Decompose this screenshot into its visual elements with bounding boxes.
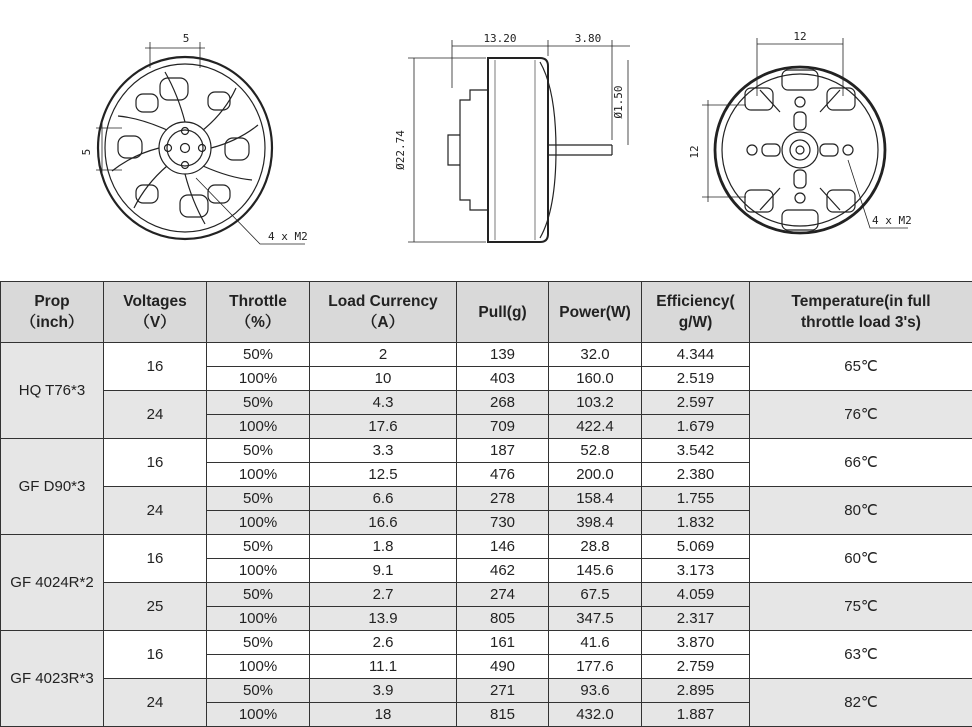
efficiency-cell: 2.317 [642,607,750,631]
throttle-cell: 50% [207,535,310,559]
table-row [1,343,972,367]
header-temperature: Temperature(in full throttle load 3's) [750,282,972,343]
power-cell: 145.6 [549,559,642,583]
efficiency-cell: 1.887 [642,703,750,727]
header-voltages: Voltages （V） [104,282,207,343]
efficiency-cell: 2.895 [642,679,750,703]
table-row [1,679,972,703]
prop-cell: GF 4023R*3 [1,631,104,727]
prop-cell: GF D90*3 [1,439,104,535]
current-cell: 2.6 [310,631,457,655]
back-left-dim: 12 [688,145,701,158]
back-view-drawing [702,38,908,233]
header-pull: Pull(g) [457,282,549,343]
power-cell: 347.5 [549,607,642,631]
pull-cell: 462 [457,559,549,583]
throttle-cell: 50% [207,439,310,463]
efficiency-cell: 5.069 [642,535,750,559]
power-cell: 32.0 [549,343,642,367]
throttle-cell: 100% [207,559,310,583]
throttle-cell: 50% [207,487,310,511]
front-view-drawing [96,42,305,244]
power-cell: 41.6 [549,631,642,655]
pull-cell: 730 [457,511,549,535]
throttle-cell: 100% [207,367,310,391]
pull-cell: 139 [457,343,549,367]
power-cell: 432.0 [549,703,642,727]
efficiency-cell: 2.759 [642,655,750,679]
voltage-cell: 16 [104,631,207,679]
header-power: Power(W) [549,282,642,343]
pull-cell: 187 [457,439,549,463]
pull-cell: 490 [457,655,549,679]
voltage-cell: 16 [104,535,207,583]
pull-cell: 268 [457,391,549,415]
efficiency-cell: 1.755 [642,487,750,511]
front-top-dim: 5 [183,32,190,45]
voltage-cell: 24 [104,391,207,439]
current-cell: 9.1 [310,559,457,583]
motor-performance-table [0,281,972,727]
efficiency-cell: 2.597 [642,391,750,415]
pull-cell: 709 [457,415,549,439]
throttle-cell: 50% [207,679,310,703]
power-cell: 200.0 [549,463,642,487]
current-cell: 2.7 [310,583,457,607]
pull-cell: 278 [457,487,549,511]
current-cell: 6.6 [310,487,457,511]
table-row [1,391,972,415]
front-left-dim: 5 [80,149,93,156]
throttle-cell: 50% [207,343,310,367]
power-cell: 52.8 [549,439,642,463]
pull-cell: 476 [457,463,549,487]
power-cell: 67.5 [549,583,642,607]
temperature-cell: 76℃ [750,391,972,439]
efficiency-cell: 1.832 [642,511,750,535]
header-throttle: Throttle （%） [207,282,310,343]
efficiency-cell: 2.380 [642,463,750,487]
table-row [1,535,972,559]
throttle-cell: 100% [207,607,310,631]
power-cell: 422.4 [549,415,642,439]
pull-cell: 403 [457,367,549,391]
header-prop: Prop （inch） [1,282,104,343]
table-row [1,487,972,511]
current-cell: 18 [310,703,457,727]
efficiency-cell: 3.173 [642,559,750,583]
front-screw-label: 4 x M2 [268,230,308,243]
pull-cell: 274 [457,583,549,607]
temperature-cell: 66℃ [750,439,972,487]
header-efficiency: Efficiency( g/W) [642,282,750,343]
temperature-cell: 60℃ [750,535,972,583]
throttle-cell: 100% [207,415,310,439]
table-row [1,439,972,463]
voltage-cell: 16 [104,439,207,487]
current-cell: 3.3 [310,439,457,463]
throttle-cell: 100% [207,463,310,487]
voltage-cell: 24 [104,679,207,727]
power-cell: 177.6 [549,655,642,679]
throttle-cell: 100% [207,655,310,679]
voltage-cell: 24 [104,487,207,535]
power-cell: 160.0 [549,367,642,391]
throttle-cell: 50% [207,391,310,415]
motor-drawings [0,0,972,280]
temperature-cell: 82℃ [750,679,972,727]
power-cell: 28.8 [549,535,642,559]
current-cell: 1.8 [310,535,457,559]
voltage-cell: 25 [104,583,207,631]
efficiency-cell: 1.679 [642,415,750,439]
efficiency-cell: 4.344 [642,343,750,367]
current-cell: 3.9 [310,679,457,703]
current-cell: 12.5 [310,463,457,487]
pull-cell: 271 [457,679,549,703]
throttle-cell: 100% [207,511,310,535]
current-cell: 17.6 [310,415,457,439]
pull-cell: 146 [457,535,549,559]
current-cell: 10 [310,367,457,391]
power-cell: 398.4 [549,511,642,535]
table-header-row [1,282,972,343]
prop-cell: GF 4024R*2 [1,535,104,631]
current-cell: 2 [310,343,457,367]
efficiency-cell: 4.059 [642,583,750,607]
temperature-cell: 63℃ [750,631,972,679]
temperature-cell: 80℃ [750,487,972,535]
side-shaft-len-dim: 3.80 [575,32,602,45]
temperature-cell: 75℃ [750,583,972,631]
back-top-dim: 12 [793,30,806,43]
prop-cell: HQ T76*3 [1,343,104,439]
efficiency-cell: 2.519 [642,367,750,391]
pull-cell: 161 [457,631,549,655]
header-load-current: Load Currency （A） [310,282,457,343]
current-cell: 16.6 [310,511,457,535]
throttle-cell: 50% [207,583,310,607]
table-body [1,343,972,727]
temperature-cell: 65℃ [750,343,972,391]
power-cell: 158.4 [549,487,642,511]
table-row [1,631,972,655]
power-cell: 93.6 [549,679,642,703]
back-screw-label: 4 x M2 [872,214,912,227]
pull-cell: 815 [457,703,549,727]
power-cell: 103.2 [549,391,642,415]
side-shaft-dia-dim: Ø1.50 [612,85,625,118]
voltage-cell: 16 [104,343,207,391]
pull-cell: 805 [457,607,549,631]
efficiency-cell: 3.870 [642,631,750,655]
motor-technical-drawing [0,0,972,280]
side-view-drawing [408,40,630,242]
current-cell: 4.3 [310,391,457,415]
current-cell: 13.9 [310,607,457,631]
throttle-cell: 50% [207,631,310,655]
side-diameter-dim: Ø22.74 [394,130,407,170]
current-cell: 11.1 [310,655,457,679]
efficiency-cell: 3.542 [642,439,750,463]
table-row [1,583,972,607]
side-width-dim: 13.20 [483,32,516,45]
throttle-cell: 100% [207,703,310,727]
